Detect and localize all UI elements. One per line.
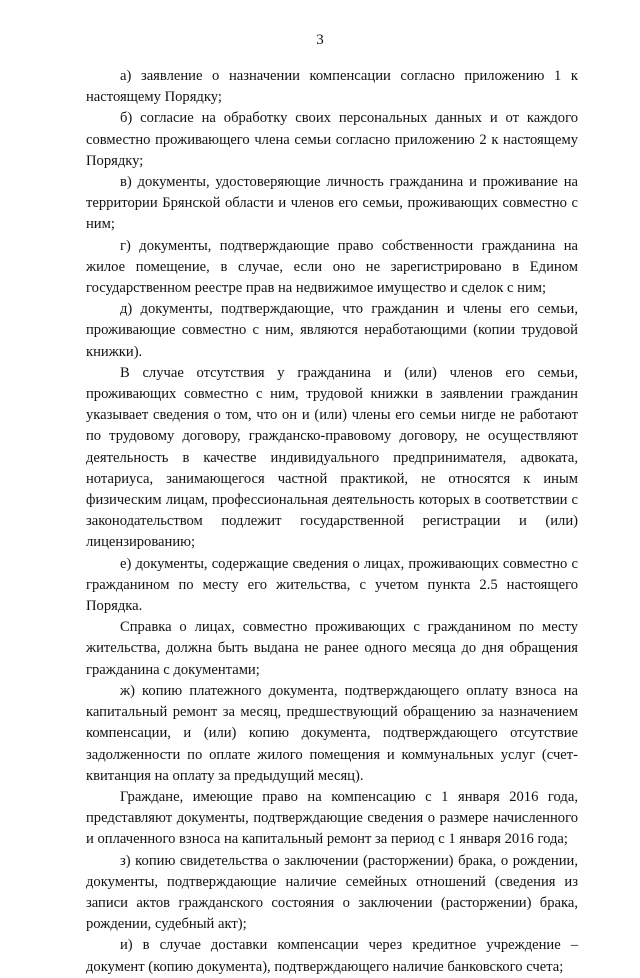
item-f-cohabitants-info: е) документы, содержащие сведения о лицах, проживающих совместно с гражданином по месту его жительства, с учетом пункта 2.5 настоящего Порядка. [86, 555, 578, 615]
item-b-personal-data-consent: б) согласие на обработку своих персональных данных и от каждого совместно проживающего члена семьи согласно приложению 2 к настоящему Порядку; [86, 110, 578, 169]
document-body [86, 66, 578, 978]
paragraph-no-work-book: В случае отсутствия у гражданина и (или) членов его семьи, проживающих совместно с ним, трудовой книжки в заявлении гражданин указывает сведения о том, что он и (или) члены его семьи нигде не работают по трудовому договору, гражданско-правовому договору, не осуществляют деятельность в качестве индивидуального предпринимателя, адвоката, нотариуса, занимающегося частной практикой, не относятся к иным физическим лицам, профессиональная деятельность которых в соответствии с законодательством подлежит государственной регистрации и (или) лицензированию; [86, 364, 578, 551]
item-d-ownership-documents: г) документы, подтверждающие право собственности гражданина на жилое помещение, в случае, если оно не зарегистрировано в Едином государственном реестре прав на недвижимое имущество и сделок с ним; [86, 237, 578, 297]
item-a-application: а) заявление о назначении компенсации согласно приложению 1 к настоящему Порядку; [86, 68, 578, 106]
item-c-identity-documents: в) документы, удостоверяющие личность гражданина и проживание на территории Брянской области и членов его семьи, проживающих совместно с ним; [86, 174, 578, 233]
item-e-unemployment-documents: д) документы, подтверждающие, что гражданин и члены его семьи, проживающие совместно с ним, являются неработающими (копии трудовой книжки). [86, 301, 578, 360]
item-h-marriage-certificate: з) копию свидетельства о заключении (расторжении) брака, о рождении, документы, подтверждающие наличие семейных отношений (сведения из записи актов гражданского состояния о заключении (расторжении) брака, рождении, судебный акт); [86, 852, 578, 933]
item-i-bank-account: и) в случае доставки компенсации через кредитное учреждение – документ (копию документа), подтверждающего наличие банковского счета; [86, 937, 578, 975]
page-number: 3 [316, 32, 324, 48]
item-g-payment-document: ж) копию платежного документа, подтверждающего оплату взноса на капитальный ремонт за месяц, предшествующий обращению за назначением компенсации, и (или) копию документа, подтверждающего отсутствие задолженности по оплате жилого помещения и коммунальных услуг (счет-квитанция на оплату за предыдущий месяц). [86, 682, 578, 784]
paragraph-since-2016: Граждане, имеющие право на компенсацию с 1 января 2016 года, представляют документы, подтверждающие сведения о размере начисленного и оплаченного взноса на капитальный ремонт за период с 1 января 2016 года; [86, 788, 578, 848]
paragraph-cohabitants-certificate: Справка о лицах, совместно проживающих с гражданином по месту жительства, должна быть выдана не ранее одного месяца до дня обращения гражданина с документами; [86, 619, 578, 678]
